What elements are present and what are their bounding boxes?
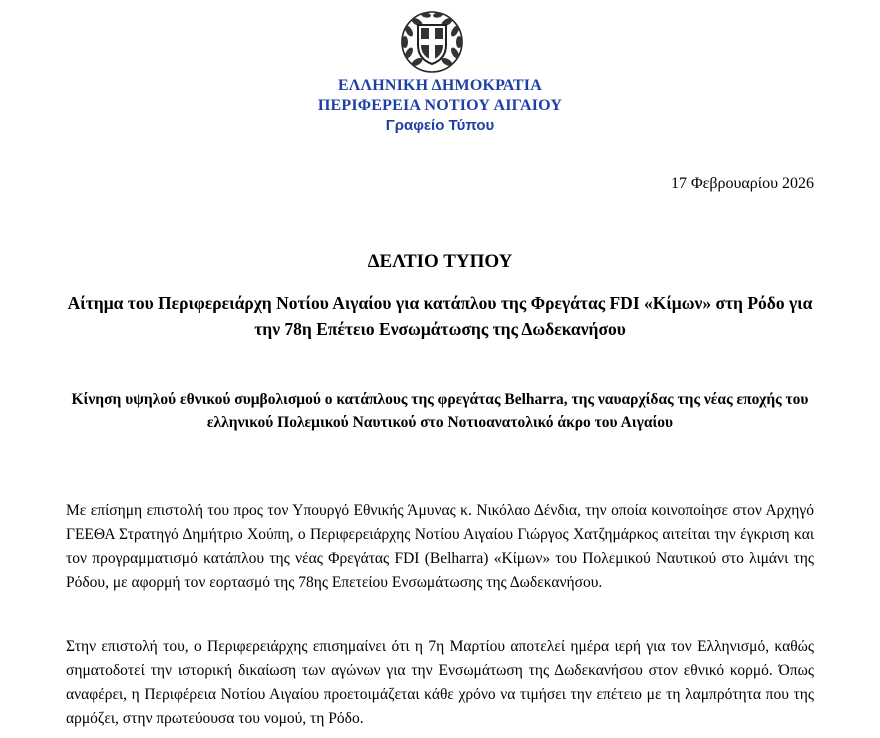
body-paragraph-1: Με επίσημη επιστολή του προς τον Υπουργό Εθνικής Άμυνας κ. Νικόλαο Δένδια, την οποία κοινοποίησε στον Αρχηγό ΓΕΕΘΑ Στρατηγό Δημήτριο Χούπη, ο Περιφερειάρχης Νοτίου Αιγαίου Γιώργος Χατζημάρκος αιτείται την έγκριση και τον προγραμματισμό κατάπλου της νέας Φρεγάτας FDI (Belharra) «Κίμων» του Πολεμικού Ναυτικού στο λιμάνι της Ρόδου, με αφορμή τον εορτασμό της 78ης Επετείου Ενσωμάτωσης της Δωδεκανήσου. [66,502,814,591]
greek-coat-of-arms-icon [399,9,465,75]
body-paragraph-2: Στην επιστολή του, ο Περιφερειάρχης επισημαίνει ότι η 7η Μαρτίου αποτελεί ημέρα ιερή για τον Ελληνισμό, καθώς σηματοδοτεί την ιστορική δικαίωση των αγώνων για την Ενσωμάτωση της Δωδεκανήσου στον εθνικό κορμό. Όπως αναφέρει, η Περιφέρεια Νοτίου Αιγαίου προετοιμάζεται κάθε χρόνο να τιμήσει την επέτειο με τη λαμπρότητα που της αρμόζει, στην πρωτεύουσα του νομού, τη Ρόδο. [66,638,814,727]
release-date: 17 Φεβρουαρίου 2026 [670,175,814,192]
press-release-headline: Αίτημα του Περιφερειάρχη Νοτίου Αιγαίου για κατάπλου της Φρεγάτας FDI «Κίμων» στη Ρόδο για την 78η Επέτειο Ενσωμάτωσης της Δωδεκανήσου [67,293,813,339]
document-type-heading: ΔΕΛΤΙΟ ΤΥΠΟΥ [367,251,513,272]
office-name: Γραφείο Τύπου [385,117,495,134]
region-name: ΠΕΡΙΦΕΡΕΙΑ ΝΟΤΙΟΥ ΑΙΓΑΙΟΥ [317,97,563,114]
press-release-subtitle: Κίνηση υψηλού εθνικού συμβολισμού ο κατάπλους της φρεγάτας Belharra, της ναυαρχίδας της νέας εποχής του ελληνικού Πολεμικού Ναυτικού στο Νοτιοανατολικό άκρο του Αιγαίου [71,391,809,431]
country-name: ΕΛΛΗΝΙΚΗ ΔΗΜΟΚΡΑΤΙΑ [338,77,542,94]
